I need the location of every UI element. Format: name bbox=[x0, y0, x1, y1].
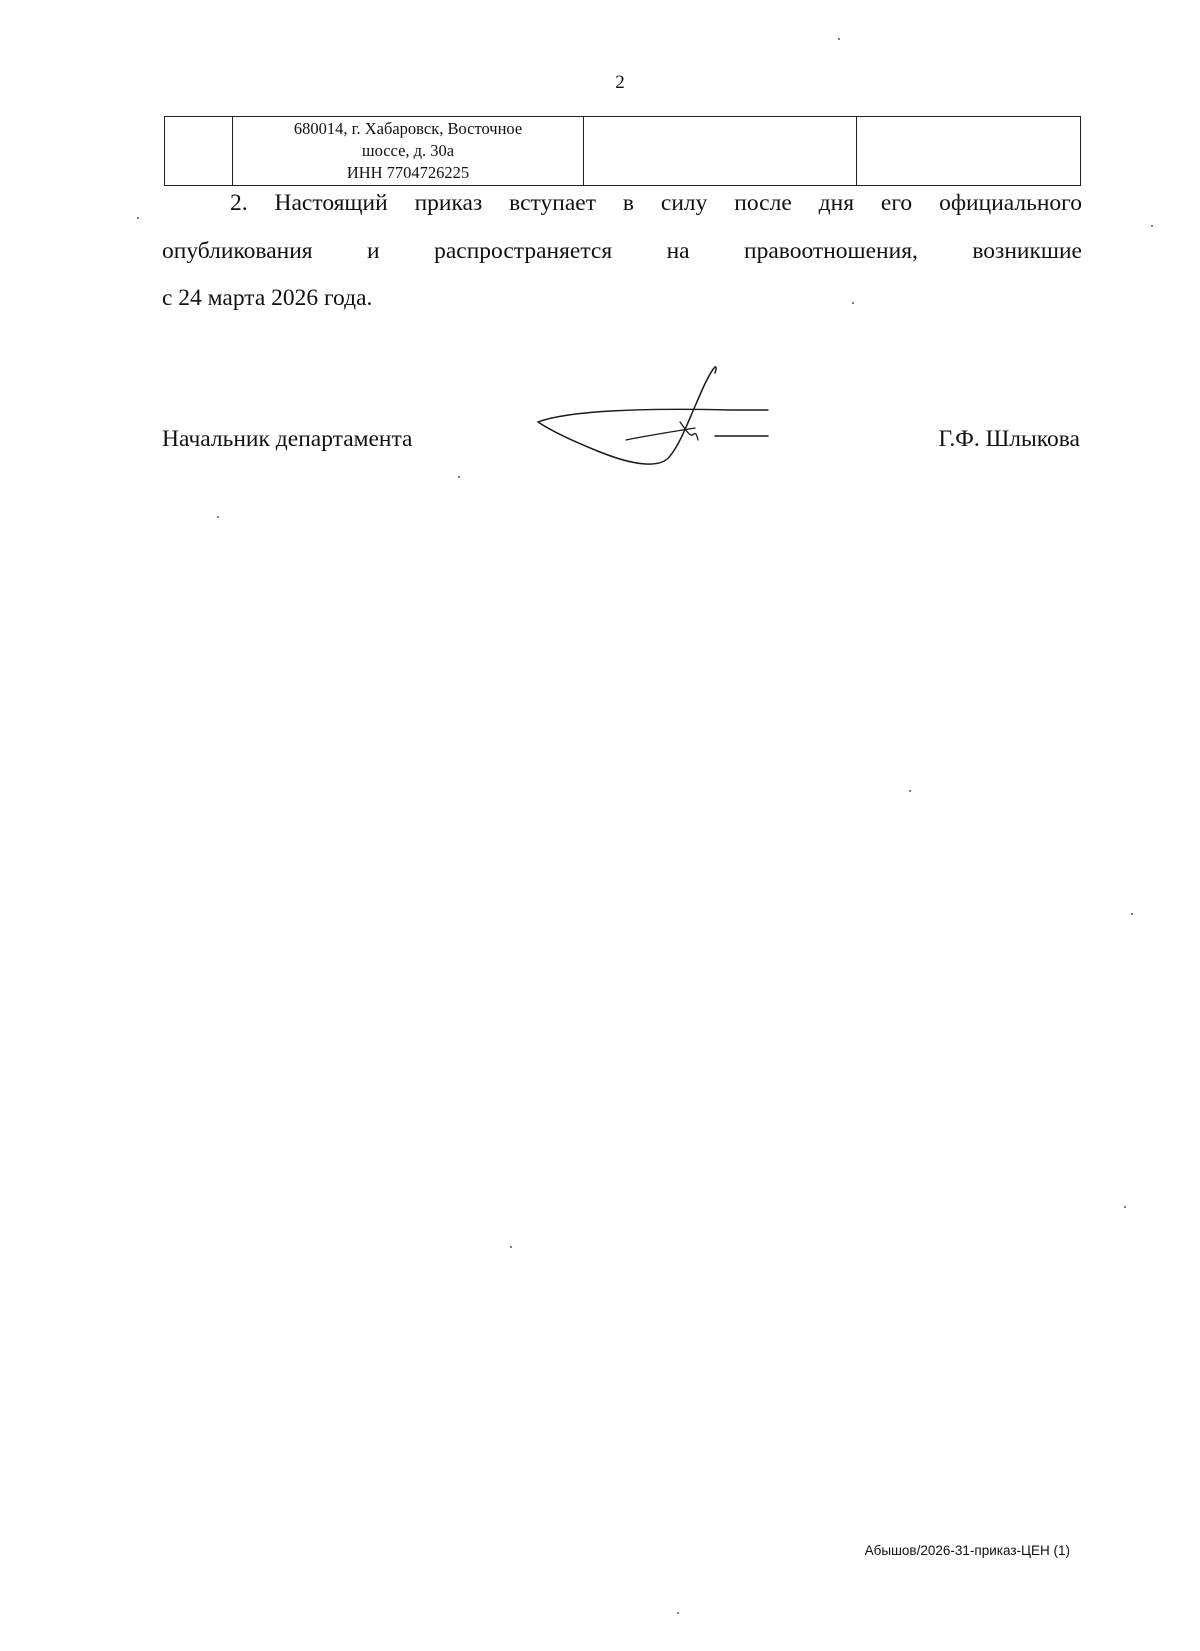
signer-position: Начальник департамента bbox=[162, 426, 413, 452]
paragraph-line: опубликования и распространяется на правоотношения, возникшие bbox=[162, 238, 1082, 264]
page-number: 2 bbox=[615, 72, 625, 93]
scan-speck bbox=[909, 790, 911, 792]
scan-speck bbox=[838, 38, 840, 40]
document-reference: Абышов/2026-31-приказ-ЦЕН (1) bbox=[864, 1543, 1070, 1558]
scan-speck bbox=[1124, 1206, 1126, 1208]
party-address-line: 680014, г. Хабаровск, Восточное bbox=[293, 119, 523, 138]
scan-speck bbox=[217, 516, 219, 518]
party-address-line: шоссе, д. 30а bbox=[361, 141, 455, 160]
scan-speck bbox=[510, 1246, 512, 1248]
signature-block bbox=[0, 0, 1200, 520]
party-inn-line: ИНН 7704726225 bbox=[346, 163, 470, 182]
scan-speck bbox=[458, 476, 460, 478]
signer-name: Г.Ф. Шлыкова bbox=[938, 426, 1080, 452]
scan-speck bbox=[1151, 225, 1153, 227]
scan-speck bbox=[852, 302, 854, 304]
handwritten-signature bbox=[530, 360, 790, 480]
paragraph-line: 2. Настоящий приказ вступает в силу после дня его официального bbox=[230, 190, 1082, 216]
scan-speck bbox=[137, 217, 139, 219]
scan-speck bbox=[677, 1612, 679, 1614]
paragraph-line: с 24 марта 2026 года. bbox=[162, 285, 373, 311]
scan-speck bbox=[1131, 913, 1133, 915]
